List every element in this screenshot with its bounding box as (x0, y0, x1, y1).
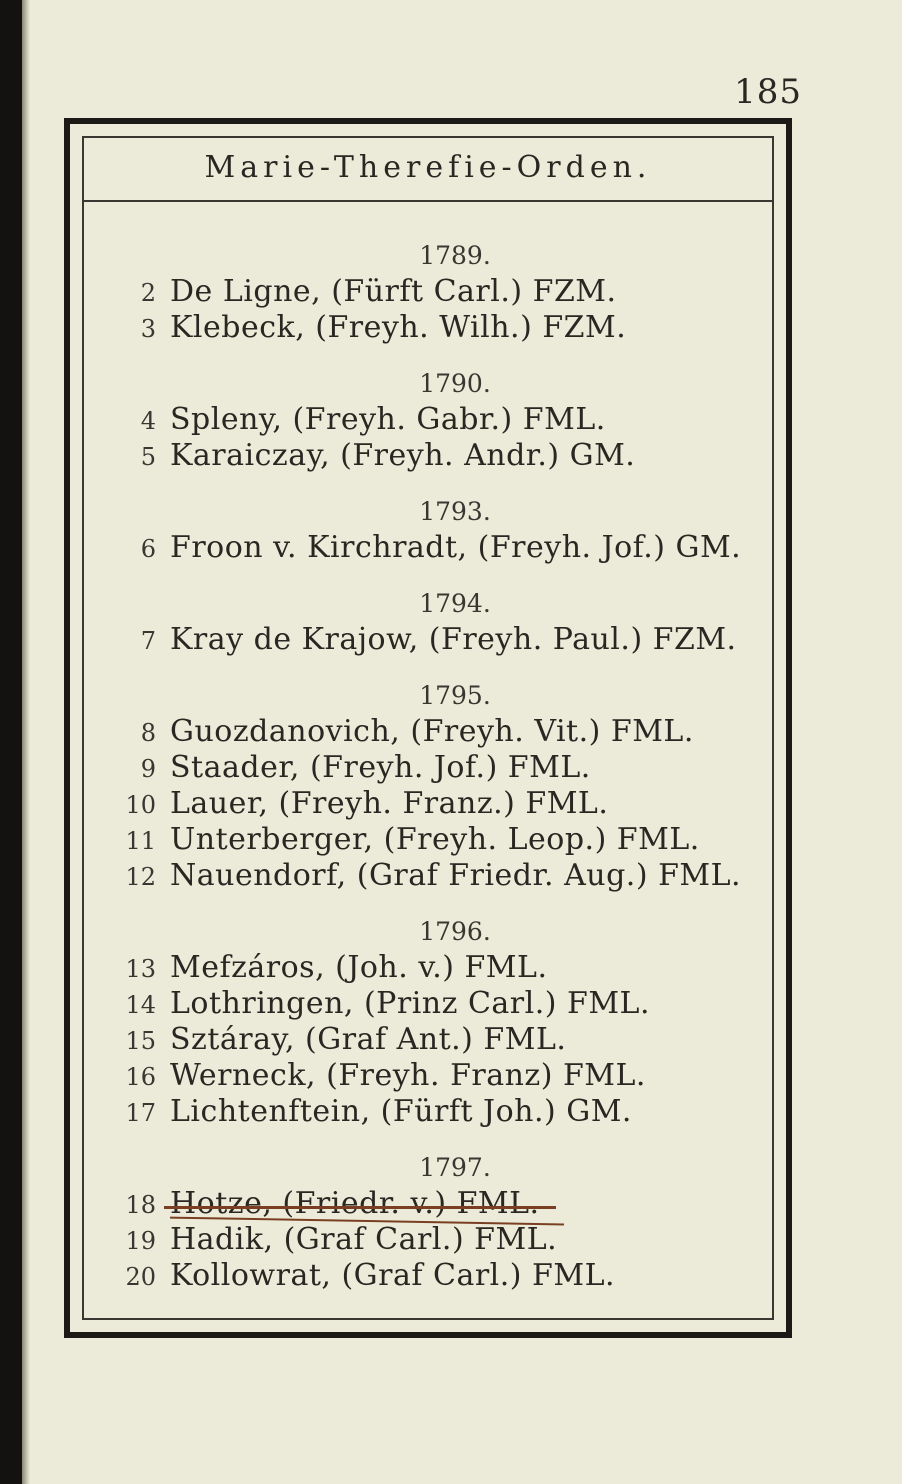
entry-number: 3 (140, 315, 156, 343)
entry-number: 11 (125, 827, 156, 855)
entry-text: Werneck, (Freyh. Franz) FML. (170, 1058, 646, 1093)
entry-text: Unterberger, (Freyh. Leop.) FML. (170, 822, 700, 857)
year-group (122, 1150, 748, 1294)
year-heading: 1797. (419, 1153, 491, 1182)
entry-number: 8 (140, 719, 156, 747)
entry-number: 10 (125, 791, 156, 819)
list-item (122, 622, 748, 658)
entry-text: Karaiczay, (Freyh. Andr.) GM. (170, 438, 636, 473)
entry-text: Nauendorf, (Graf Friedr. Aug.) FML. (170, 858, 742, 893)
year-group (122, 238, 748, 346)
header-rule (84, 200, 772, 202)
entry-text: Lauer, (Freyh. Franz.) FML. (170, 786, 609, 821)
year-group (122, 678, 748, 894)
entry-text: Lothringen, (Prinz Carl.) FML. (170, 986, 650, 1021)
entry-number: 12 (125, 863, 156, 891)
list-item (122, 822, 748, 858)
entry-number: 9 (140, 755, 156, 783)
entry-number: 14 (125, 991, 156, 1019)
list-item (122, 714, 748, 750)
entry-text: Mefzáros, (Joh. v.) FML. (170, 950, 548, 985)
year-group (122, 494, 748, 566)
entry-text: Lichtenftein, (Fürft Joh.) GM. (170, 1094, 632, 1129)
list-item (122, 1186, 748, 1222)
list-item (122, 1094, 748, 1130)
page-frame (64, 118, 792, 1338)
list-item (122, 1222, 748, 1258)
year-group (122, 586, 748, 658)
list-item (122, 950, 748, 986)
year-group (122, 914, 748, 1130)
entry-text: Klebeck, (Freyh. Wilh.) FZM. (170, 310, 627, 345)
page-frame-inner (82, 136, 774, 1320)
entry-number: 5 (140, 443, 156, 471)
entry-text: Spleny, (Freyh. Gabr.) FML. (170, 402, 606, 437)
book-binding (0, 0, 22, 1484)
year-heading: 1795. (419, 681, 491, 710)
entry-text: Froon v. Kirchradt, (Freyh. Jof.) GM. (170, 530, 742, 565)
page-title: Marie-Therefie-Orden. (204, 150, 652, 185)
list-item (122, 1258, 748, 1294)
entry-text-struck: Hotze, (Friedr. v.) FML. (170, 1186, 540, 1221)
entry-text: Staader, (Freyh. Jof.) FML. (170, 750, 591, 785)
entry-text: De Ligne, (Fürft Carl.) FZM. (170, 274, 617, 309)
year-heading: 1790. (419, 369, 491, 398)
list-item (122, 786, 748, 822)
list-item (122, 310, 748, 346)
list-item (122, 1058, 748, 1094)
list-item (122, 274, 748, 310)
entry-number: 18 (125, 1191, 156, 1219)
list-item (122, 750, 748, 786)
entry-text: Hadik, (Graf Carl.) FML. (170, 1222, 558, 1257)
year-heading: 1789. (419, 241, 491, 270)
order-list (122, 238, 748, 1314)
entry-text: Kollowrat, (Graf Carl.) FML. (170, 1258, 616, 1293)
entry-number: 13 (125, 955, 156, 983)
list-item (122, 438, 748, 474)
entry-number: 6 (140, 535, 156, 563)
page-number: 185 (734, 72, 802, 112)
list-item (122, 402, 748, 438)
entry-number: 7 (140, 627, 156, 655)
entry-number: 19 (125, 1227, 156, 1255)
binding-shadow (22, 0, 30, 1484)
list-item (122, 1022, 748, 1058)
list-item (122, 986, 748, 1022)
entry-text: Sztáray, (Graf Ant.) FML. (170, 1022, 567, 1057)
entry-number: 2 (140, 279, 156, 307)
year-heading: 1793. (419, 497, 491, 526)
year-heading: 1796. (419, 917, 491, 946)
entry-number: 15 (125, 1027, 156, 1055)
entry-number: 20 (125, 1263, 156, 1291)
entry-text: Kray de Krajow, (Freyh. Paul.) FZM. (170, 622, 737, 657)
entry-text: Guozdanovich, (Freyh. Vit.) FML. (170, 714, 694, 749)
entry-number: 17 (125, 1099, 156, 1127)
entry-number: 16 (125, 1063, 156, 1091)
year-group (122, 366, 748, 474)
entry-number: 4 (140, 407, 156, 435)
list-item (122, 530, 748, 566)
year-heading: 1794. (419, 589, 491, 618)
list-item (122, 858, 748, 894)
